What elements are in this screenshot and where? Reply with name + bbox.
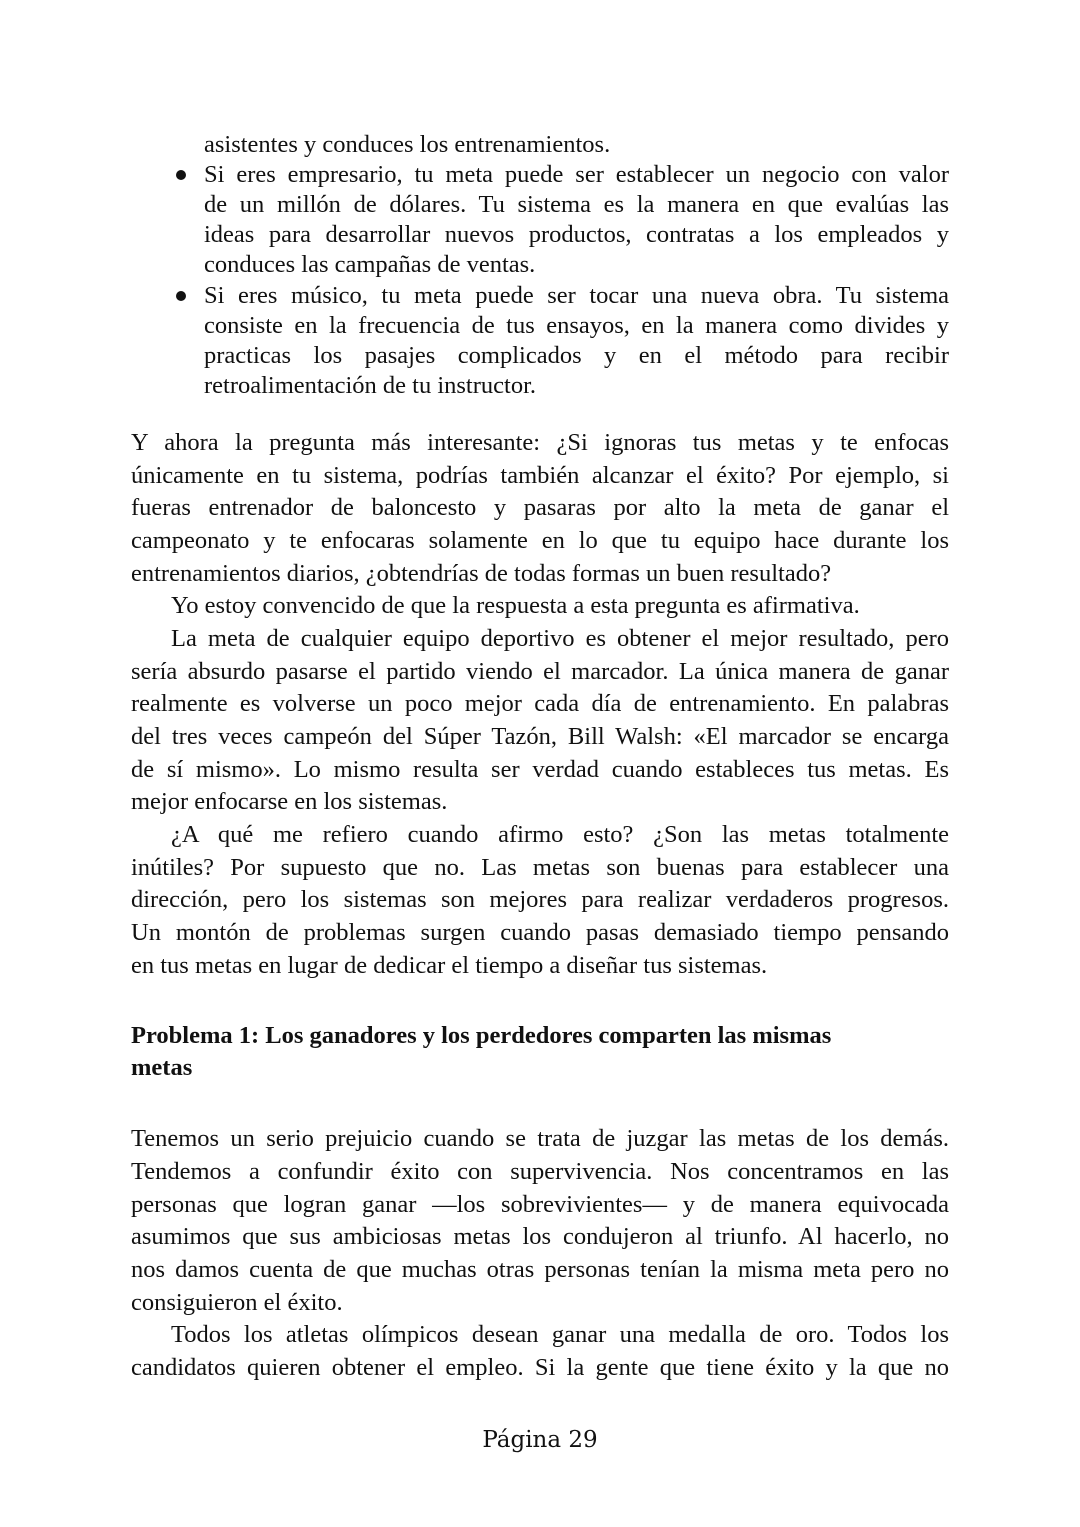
section-heading-line: Problema 1: Los ganadores y los perdedores comparten las mismas [131, 1022, 832, 1049]
paragraph-line: realmente es volverse un poco mejor cada día de entrenamiento. En palabras [131, 690, 949, 717]
paragraph-line: Yo estoy convencido de que la respuesta a esta pregunta es afirmativa. [171, 592, 860, 619]
paragraph-line: candidatos quieren obtener el empleo. Si la gente que tiene éxito y la que no [131, 1354, 949, 1381]
list-item-continuation: asistentes y conduces los entrenamientos. [204, 131, 611, 158]
page-number: Página 29 [482, 1427, 598, 1453]
bullet-icon [176, 170, 186, 180]
paragraph-line: consiguieron el éxito. [131, 1289, 343, 1316]
list-item-line: practicas los pasajes complicados y en el método para recibir [204, 342, 949, 369]
paragraph-line: Un montón de problemas surgen cuando pasas demasiado tiempo pensando [131, 919, 949, 946]
paragraph-line: Todos los atletas olímpicos desean ganar una medalla de oro. Todos los [171, 1321, 949, 1348]
paragraph-line: del tres veces campeón del Súper Tazón, Bill Walsh: «El marcador se encarga [131, 723, 949, 750]
list-item-line: de un millón de dólares. Tu sistema es la manera en que evalúas las [204, 191, 949, 218]
paragraph-line: Y ahora la pregunta más interesante: ¿Si ignoras tus metas y te enfocas [131, 429, 949, 456]
paragraph-line: entrenamientos diarios, ¿obtendrías de todas formas un buen resultado? [131, 560, 832, 587]
paragraph-line: nos damos cuenta de que muchas otras personas tenían la misma meta pero no [131, 1256, 949, 1283]
bullet-icon [176, 291, 186, 301]
paragraph-line: personas que logran ganar —los sobrevivientes— y de manera equivocada [131, 1191, 949, 1218]
paragraph-line: inútiles? Por supuesto que no. Las metas son buenas para establecer una [131, 854, 949, 881]
paragraph-line: dirección, pero los sistemas son mejores para realizar verdaderos progresos. [131, 886, 949, 913]
list-item-line: consiste en la frecuencia de tus ensayos, en la manera como divides y [204, 312, 949, 339]
list-item-line: Si eres empresario, tu meta puede ser establecer un negocio con valor [204, 161, 949, 188]
paragraph-line: Tendemos a confundir éxito con supervivencia. Nos concentramos en las [131, 1158, 949, 1185]
paragraph-line: en tus metas en lugar de dedicar el tiempo a diseñar tus sistemas. [131, 952, 768, 979]
list-item-line: Si eres músico, tu meta puede ser tocar una nueva obra. Tu sistema [204, 282, 949, 309]
paragraph-line: sería absurdo pasarse el partido viendo el marcador. La única manera de ganar [131, 658, 949, 685]
list-item-line: ideas para desarrollar nuevos productos, contratas a los empleados y [204, 221, 949, 248]
paragraph-line: campeonato y te enfocaras solamente en lo que tu equipo hace durante los [131, 527, 949, 554]
paragraph-line: únicamente en tu sistema, podrías también alcanzar el éxito? Por ejemplo, si [131, 462, 949, 489]
paragraph-line: asumimos que sus ambiciosas metas los condujeron al triunfo. Al hacerlo, no [131, 1223, 949, 1250]
list-item-line: conduces las campañas de ventas. [204, 251, 536, 278]
paragraph-line: La meta de cualquier equipo deportivo es obtener el mejor resultado, pero [171, 625, 949, 652]
paragraph-line: ¿A qué me refiero cuando afirmo esto? ¿Son las metas totalmente [171, 821, 949, 848]
section-heading-line: metas [131, 1054, 193, 1081]
paragraph-line: fueras entrenador de baloncesto y pasaras por alto la meta de ganar el [131, 494, 949, 521]
list-item-line: retroalimentación de tu instructor. [204, 372, 537, 399]
paragraph-line: mejor enfocarse en los sistemas. [131, 788, 448, 815]
paragraph-line: Tenemos un serio prejuicio cuando se trata de juzgar las metas de los demás. [131, 1125, 949, 1152]
paragraph-line: de sí mismo». Lo mismo resulta ser verdad cuando estableces tus metas. Es [131, 756, 949, 783]
